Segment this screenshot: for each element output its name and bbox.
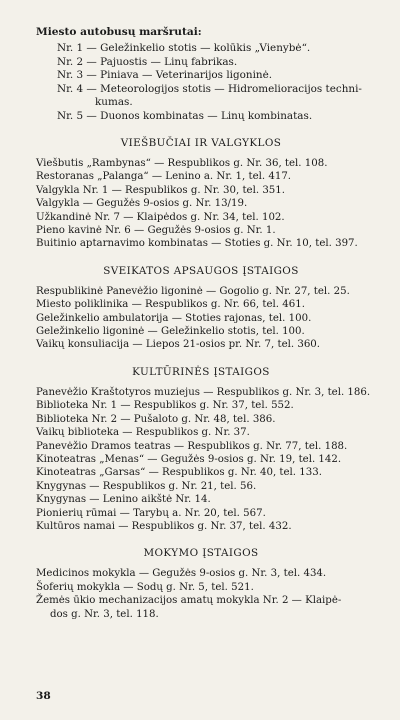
bus-route-item — [36, 69, 366, 83]
directory-entry — [36, 594, 366, 621]
bus-routes-heading: Miesto autobusų maršrutai: — [36, 26, 202, 38]
directory-entry — [36, 386, 371, 399]
entry-text: Respublikinė Panevėžio ligoninė — Gogolio g. Nr. 27, tel. 25. — [36, 285, 350, 297]
bus-route-item — [36, 56, 366, 70]
bus-routes-list — [36, 42, 366, 123]
entry-continuation: dos g. Nr. 3, tel. 118. — [50, 608, 159, 620]
entry-text: Valgykla — Gegužės 9-osios g. Nr. 13/19. — [36, 198, 248, 210]
directory-section — [36, 547, 366, 621]
entry-text: Pionierių rūmai — Tarybų a. Nr. 20, tel. 567. — [36, 507, 266, 519]
directory-entry — [36, 237, 366, 250]
entry-text: Knygynas — Lenino aikštė Nr. 14. — [36, 494, 211, 506]
bus-route-text: Nr. 5 — Duonos kombinatas — Linų kombinatas. — [57, 109, 313, 122]
entry-text: Viešbutis „Rambynas“ — Respublikos g. Nr. 36, tel. 108. — [36, 158, 328, 169]
section-title: MOKYMO ĮSTAIGOS — [143, 547, 259, 560]
directory-entry — [36, 581, 366, 594]
entry-text: Valgykla Nr. 1 — Respublikos g. Nr. 30, tel. 351. — [36, 184, 285, 196]
directory-entry — [36, 298, 366, 311]
entry-text: Panevėžio Kraštotyros muziejus — Respublikos g. Nr. 3, tel. 186. — [36, 386, 371, 398]
entry-text: Panevėžio Dramos teatras — Respublikos g. Nr. 77, tel. 188. — [36, 440, 348, 452]
directory-section — [36, 137, 366, 251]
bus-route-item — [36, 42, 366, 56]
page-content — [36, 26, 371, 621]
directory-entry — [36, 224, 366, 237]
directory-entry — [36, 507, 366, 520]
section-title: SVEIKATOS APSAUGOS ĮSTAIGOS — [103, 264, 299, 277]
section-title: KULTŪRINĖS ĮSTAIGOS — [132, 365, 270, 378]
directory-entry — [36, 466, 366, 479]
entry-text: Vaikų biblioteka — Respublikos g. Nr. 37. — [36, 427, 250, 439]
directory-entry — [36, 413, 366, 426]
entry-text: Kultūros namai — Respublikos g. Nr. 37, tel. 432. — [36, 520, 292, 532]
entry-text: Knygynas — Respublikos g. Nr. 21, tel. 56. — [36, 480, 257, 492]
directory-entry — [36, 285, 366, 298]
directory-entry — [36, 170, 366, 183]
entry-text: Šoferių mokykla — Sodų g. Nr. 5, tel. 521. — [36, 581, 254, 593]
entry-text: Geležinkelio ligoninė — Geležinkelio stotis, tel. 100. — [36, 326, 305, 338]
entry-text: Vaikų konsuliacija — Liepos 21-osios pr. Nr. 7, tel. 360. — [36, 339, 321, 351]
entry-text: Kinoteatras „Menas“ — Gegužės 9-osios g. Nr. 19, tel. 142. — [36, 453, 342, 465]
bus-route-item — [36, 110, 366, 124]
bus-route-text: Nr. 4 — Meteorologijos stotis — Hidromelioracijos techni- — [57, 82, 362, 95]
directory-entry — [36, 325, 366, 338]
directory-entry — [36, 426, 366, 439]
entry-text: Restoranas „Palanga“ — Lenino a. Nr. 1, tel. 417. — [36, 171, 292, 183]
entry-text: Kinoteatras „Garsas“ — Respublikos g. Nr. 40, tel. 133. — [36, 467, 322, 479]
entry-text: Medicinos mokykla — Gegužės 9-osios g. Nr. 3, tel. 434. — [36, 568, 327, 580]
directory-section — [36, 265, 366, 352]
entry-text: Geležinkelio ambulatorija — Stoties rajonas, tel. 100. — [36, 312, 312, 324]
directory-entry — [36, 157, 366, 170]
directory-entry — [36, 493, 366, 506]
section-title: VIEŠBUČIAI IR VALGYKLOS — [120, 137, 282, 149]
directory-entry — [36, 312, 366, 325]
directory-entry — [36, 567, 366, 580]
directory-section — [36, 365, 371, 533]
entry-text: Biblioteka Nr. 2 — Pušaloto g. Nr. 48, tel. 386. — [36, 413, 276, 425]
directory-entry — [36, 440, 366, 453]
entry-text: Miesto poliklinika — Respublikos g. Nr. 66, tel. 461. — [36, 299, 305, 311]
entry-text: Buitinio aptarnavimo kombinatas — Stoties g. Nr. 10, tel. 397. — [36, 238, 358, 250]
entry-text: Biblioteka Nr. 1 — Respublikos g. Nr. 37, tel. 552. — [36, 400, 294, 412]
bus-route-item — [36, 83, 366, 110]
directory-entry — [36, 211, 366, 224]
directory-entry — [36, 338, 366, 351]
directory-entry — [36, 197, 366, 210]
page-number: 38 — [36, 690, 51, 702]
bus-route-text: Nr. 2 — Pajuostis — Linų fabrikas. — [57, 55, 238, 68]
directory-entry — [36, 453, 366, 466]
directory-entry — [36, 520, 366, 533]
bus-route-continuation: kumas. — [95, 96, 133, 108]
directory-entry — [36, 184, 366, 197]
entry-text: Pieno kavinė Nr. 6 — Gegužės 9-osios g. Nr. 1. — [36, 225, 276, 237]
entry-text: Užkandinė Nr. 7 — Klaipėdos g. Nr. 34, tel. 102. — [36, 211, 285, 223]
bus-route-text: Nr. 3 — Piniava — Veterinarijos ligoninė. — [57, 69, 273, 81]
directory-entry — [36, 480, 366, 493]
bus-route-text: Nr. 1 — Geležinkelio stotis — kolūkis „Vienybė“. — [57, 42, 311, 54]
sections-container — [36, 137, 371, 621]
entry-text: Žemės ūkio mechanizacijos amatų mokykla Nr. 2 — Klaipė- — [36, 595, 342, 607]
directory-entry — [36, 399, 366, 412]
